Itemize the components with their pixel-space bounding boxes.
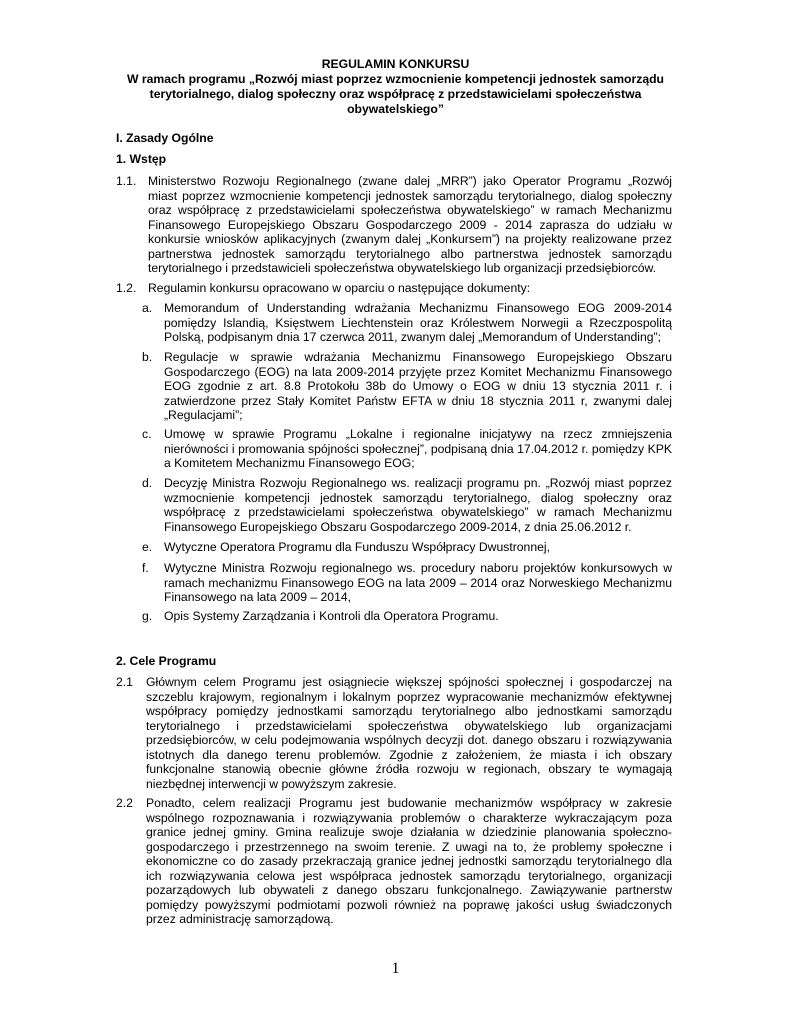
section-heading-zasady: I. Zasady Ogólne (116, 131, 214, 145)
list-item-text: Regulacje w sprawie wdrażania Mechanizmu Finansowego Europejskiego Obszaru Gospodarczego (EOG) na lata 2009-2014 przyjęte przez Komitet Mechanizmu Finansowego EOG zgodnie z art. 8.8 Protokołu 38b do Umowy o EOG w dniu 13 stycznia 2011 r. i zatwierdzone przez Stały Komitet Państw EFTA w dniu 18 stycznia 2011 r, zwanymi dalej „Regulacjami”; (164, 350, 672, 422)
list-item-text: Umowę w sprawie Programu „Lokalne i regionalne inicjatywy na rzecz zmniejszenia nierówności i promowania spójności społecznej”, podpisaną dnia 17.04.2012 r. pomiędzy KPK a Komitetem Mechanizmu Finansowego EOG; (164, 427, 672, 470)
paragraph-text: Głównym celem Programu jest osiągniecie większej spójności społecznej i gospodarczej na szczeblu krajowym, regionalnym i lokalnym poprzez wypracowanie mechanizmów efektywnej współpracy pomiędzy jednostkami samorządu terytorialnego albo jednostkami samorządu terytorialnego i przedstawicielami społeczeństwa obywatelskiego lub organizacjami przedsiębiorców, w celu podejmowania wspólnych decyzji dot. danego obszaru i rozwiązywania istotnych dla danego terenu problemów. Zgodnie z założeniem, że miasta i ich obszary funkcjonalne stanowią obecnie główne źródła rozwoju w regionach, obszary te wymagają niezbędnej interwencji w powyższym zakresie. (146, 675, 672, 791)
list-item-d (142, 476, 672, 534)
paragraph-text: Regulamin konkursu opracowano w oparciu o następujące dokumenty: (148, 281, 531, 295)
page-number: 1 (391, 960, 400, 977)
title-line-3: terytorialnego, dialog społeczny oraz współpracę z przedstawicielami społeczeństwa (149, 87, 642, 101)
paragraph-2-2 (116, 796, 672, 927)
paragraph-1-1 (116, 174, 672, 276)
section-heading-cele: 2. Cele Programu (116, 654, 217, 668)
list-item-text: Opis Systemy Zarządzania i Kontroli dla Operatora Programu. (164, 609, 499, 623)
list-item-text: Wytyczne Ministra Rozwoju regionalnego ws. procedury naboru projektów konkursowych w ramach mechanizmu Finansowego EOG na lata 2009 – 2014 oraz Norweskiego Mechanizmu Finansowego na lata 2009 – 2014, (164, 561, 672, 604)
list-item-text: Decyzję Ministra Rozwoju Regionalnego ws. realizacji programu pn. „Rozwój miast poprzez wzmocnienie kompetencji jednostek samorządu terytorialnego, dialog społeczny oraz współpracę z przedstawicielami społeczeństwa obywatelskiego” w ramach Mechanizmu Finansowego Europejskiego Obszaru Gospodarczego 2009-2014, z dnia 25.06.2012 r. (164, 476, 672, 534)
list-item-text: Wytyczne Operatora Programu dla Funduszu Współpracy Dwustronnej, (164, 540, 550, 554)
title-line-2: W ramach programu „Rozwój miast poprzez wzmocnienie kompetencji jednostek samorządu (126, 72, 665, 86)
list-item-letter: g. (142, 609, 153, 623)
paragraph-number: 2.2 (116, 796, 133, 810)
list-item-letter: c. (142, 427, 152, 441)
paragraph-number: 2.1 (116, 675, 133, 689)
list-item-letter: a. (142, 301, 153, 315)
list-item-letter: b. (142, 350, 153, 364)
paragraph-2-1 (116, 675, 672, 791)
paragraph-number: 1.1. (116, 174, 137, 188)
paragraph-1-2 (116, 281, 672, 296)
document-title (110, 57, 681, 117)
list-item-b (142, 350, 672, 423)
paragraph-text: Ministerstwo Rozwoju Regionalnego (zwane dalej „MRR”) jako Operator Programu „Rozwój miast poprzez wzmocnienie kompetencji jednostek samorządu terytorialnego, dialog społeczny oraz współpracę z przedstawicielami społeczeństwa obywatelskiego” w ramach Mechanizmu Finansowego Europejskiego Obszaru Gospodarczego 2009 - 2014 zaprasza do udziału w konkursie wniosków aplikacyjnych (zwanym dalej „Konkursem”) na projekty realizowane przez partnerstwa jednostek samorządu terytorialnego albo partnerstwa jednostek samorządu terytorialnego i przedstawicieli społeczeństwa obywatelskiego lub organizacji przedsiębiorców. (148, 174, 672, 275)
list-item-letter: d. (142, 476, 153, 490)
list-item-g (142, 609, 672, 624)
list-item-f (142, 561, 672, 605)
paragraph-text: Ponadto, celem realizacji Programu jest budowanie mechanizmów współpracy w zakresie wspólnego rozpoznawania i rozwiązywania problemów o charakterze wykraczającym poza granice jednej gminy. Gmina realizuje swoje działania w dziedzinie planowania społeczno-gospodarczego i przestrzennego na swoim terenie. Z uwagi na to, że problemy społeczne i ekonomiczne co do zasady przekraczają granice jednej jednostki samorządu terytorialnego dla ich rozwiązywania celowa jest współpraca jednostek samorządu terytorialnego, organizacji pozarządowych lub obywateli z danego obszaru funkcjonalnego. Zawiązywanie partnerstw pomiędzy powyższymi podmiotami pozwoli również na poprawę jakości usług świadczonych przez administrację samorządową. (146, 796, 672, 926)
list-item-text: Memorandum of Understanding wdrażania Mechanizmu Finansowego EOG 2009-2014 pomiędzy Islandią, Księstwem Liechtenstein oraz Królestwem Norwegii a Rzeczpospolitą Polską, podpisanym dnia 17 czerwca 2011, zwanym dalej „Memorandum of Understanding”; (164, 301, 672, 344)
list-item-c (142, 427, 672, 471)
list-item-letter: e. (142, 540, 153, 554)
list-item-a (142, 301, 672, 345)
list-item-letter: f. (142, 561, 149, 575)
paragraph-number: 1.2. (116, 281, 137, 295)
list-item-e (142, 540, 672, 555)
subsection-heading-wstep: 1. Wstęp (116, 152, 167, 166)
title-line-4: obywatelskiego” (347, 102, 444, 116)
title-line-1: REGULAMIN KONKURSU (321, 57, 470, 71)
